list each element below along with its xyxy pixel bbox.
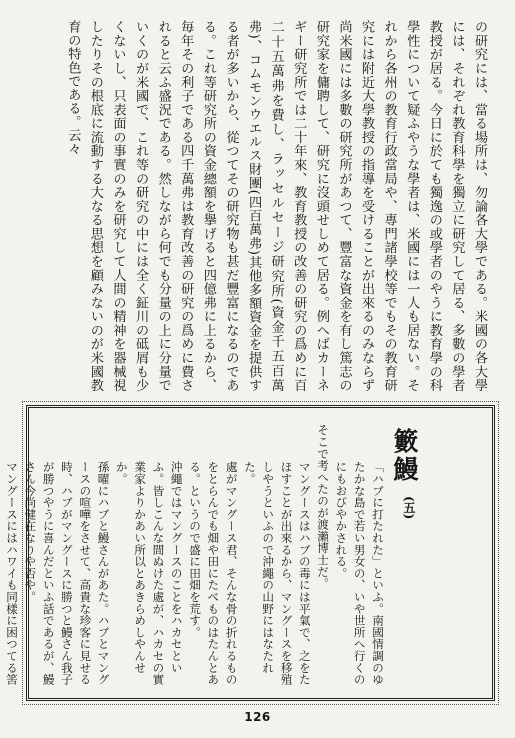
- column-paragraph: 沖繩ではマングースのことをハカセといふ。皆しこんな間ぬけた處が、ハカセの實業家よりかあい所以とあきらめしやんせか。: [114, 461, 184, 686]
- column-paragraph: 處がマングース君、そんな骨の折れるものをとらんでも畑や田にたべものはたんとある。というので盛に田畑を荒す。: [188, 461, 239, 686]
- main-body-text: [28, 20, 490, 392]
- column-subtitle: (五): [402, 496, 416, 520]
- page-number: 126: [244, 710, 271, 724]
- column-paragraph: 孫曜にハブと鰻さんがあた。ハブとマングースの喧嘩をさせて、高貴な珍客に見せる時、ハブがマングースに勝つと鰻さん我子が勝つやうに喜んだといふ話であるが、鰻さん今尚健在なりや否や。: [23, 461, 111, 686]
- column-paragraph: マングースにはハワイも同樣に困つてる筈: [5, 461, 20, 686]
- column-paragraph: 「ハブに打たれた」といふ。南國情調のゆたかな島で若い男女の、いや世所へ行くのにもおびやかされる。: [334, 461, 385, 686]
- column-body: [5, 424, 387, 686]
- column-paragraph: マングースはハブの毒には平氣で、之をたほすことが出來るから、マングースを移殖しやうといふので沖繩の山野にはなたれた。: [242, 461, 312, 686]
- main-paragraph: の研究には、當る場所は、勿論各大學である。米國の各大學には、それぞれ教育科學を獨立に研究して居る、多數の學者教授が居る。今日に於ても獨逸の或學者のやうに教育學の科學性について疑ふやうな學者は、米國には一人も居ない。それから各州の教育行政當局や、專門諸學校等でもその教育研究には附近大學教授の指導を受けることが出來るのみならず尚米國には多數の研究所があつて、豐富な資金を有し篤志の研究家を傭聘して、研究に沒頭せしめて居る。例へばカーネギー研究所では二十年來、教育教授の改善の研究の爲めに百二十五萬弗を費し、ラッセルセージ研究所(資金千五百萬弗)、コムモンウエルス財團(四百萬弗)其他多額資金を提供する者が多いから、從つてその研究物も甚だ豐富になるのである。これ等研究所の資金總額を擧げると四億弗に上るから、毎年その利子である四千萬弗は教育改善の研究の爲めに費されると云ふ盛況である。然しながら何でも分量の上に分量でいくのが米國で、これ等の研究の中には全く鉦川の砥屑も少くないし、只表面の事實のみを研究して人間の精神を器械視したりその根底に流動する大なる思想を顧みないのが米國教育の特色である。云々: [65, 20, 487, 392]
- column-box: [5, 405, 495, 701]
- column-paragraph: そこで考へたのが渡瀨博士だ。: [316, 424, 331, 590]
- column-title: 籔鰻: [390, 428, 419, 484]
